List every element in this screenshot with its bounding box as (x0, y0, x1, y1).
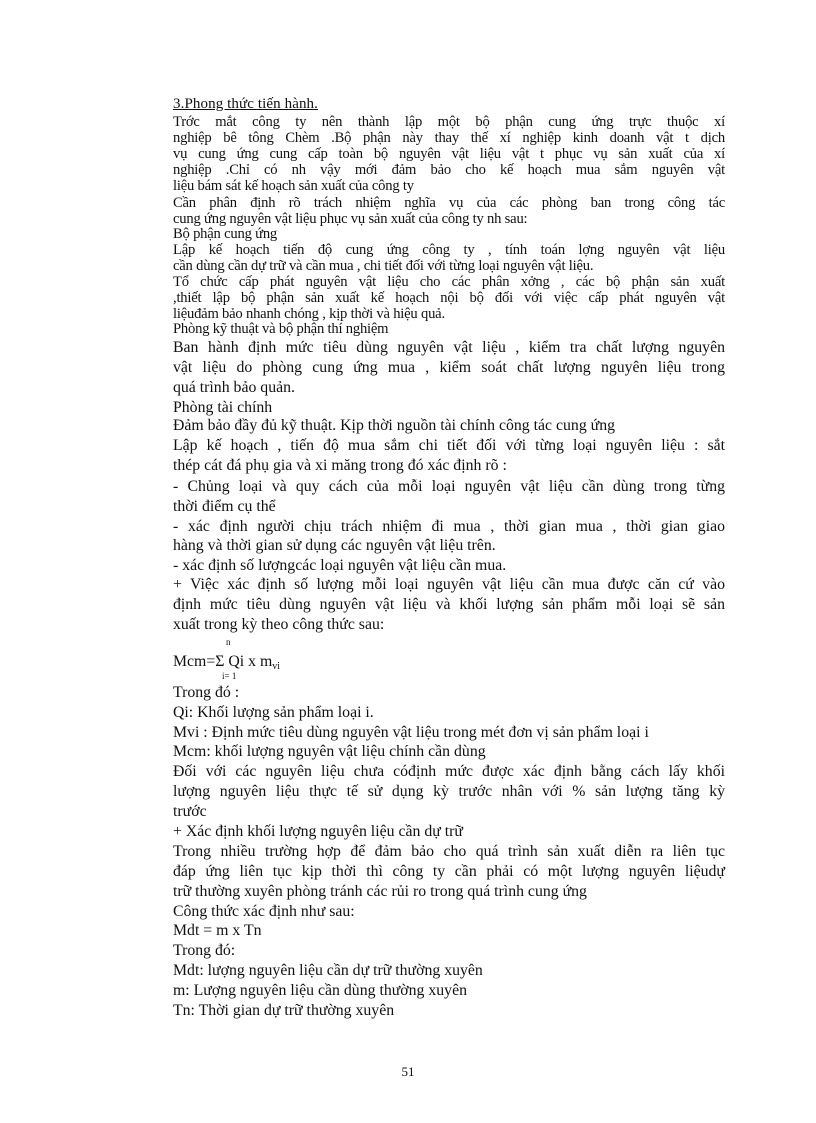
text-line: Lập kế hoạch , tiến độ mua sắm chi tiết đối với từng loại nguyên liệu : sắt (173, 437, 725, 454)
text-line: Phòng kỹ thuật và bộ phận thí nghiệm (173, 321, 389, 337)
text-line: quá trình bảo quản. (173, 379, 295, 396)
text-line: m: Lượng nguyên liệu cần dùng thường xuyên (173, 982, 467, 999)
text-line: Bộ phận cung ứng (173, 226, 278, 242)
text-line: liệu bám sát kế hoạch sản xuất của công ty (173, 178, 414, 194)
sum-lower-limit: i= 1 (222, 671, 237, 681)
text-line: thép cát đá phụ gia và xi măng trong đó xác định rõ : (173, 457, 507, 474)
text-line: nghiệp bê tông Chèm .Bộ phận này thay thế xí nghiệp kinh doanh vật t dịch (173, 130, 725, 146)
text-line: Trong đó : (173, 684, 240, 701)
text-line: cần dùng cần dự trữ và cần mua , chi tiết đối với từng loại nguyên vật liệu. (173, 258, 594, 274)
text-line: Trong đó: (173, 942, 236, 959)
text-line: trước (173, 803, 207, 820)
text-line: lượng nguyên liệu thực tế sử dụng kỳ trước nhân với % sản lượng tăng kỳ (173, 783, 725, 800)
text-line: Qi: Khối lượng sản phẩm loại i. (173, 704, 374, 721)
text-line: liệuđảm bảo nhanh chóng , kịp thời và hiệu quả. (173, 306, 445, 322)
formula-main (173, 653, 725, 672)
text-line: cung ứng nguyên vật liệu phục vụ sản xuất của công ty nh sau: (173, 211, 528, 227)
text-line: nghiệp .Chỉ có nh vậy mới đảm bảo cho kế hoạch mua sắm nguyên vật (173, 162, 725, 178)
text-line: định mức tiêu dùng nguyên vật liệu và khối lượng sản phẩm mỗi loại sẽ sản (173, 596, 725, 613)
text-line: Đảm bảo đầy đủ kỹ thuật. Kịp thời nguồn tài chính công tác cung ứng (173, 417, 616, 434)
text-line: Mdt: lượng nguyên liệu cần dự trữ thường xuyên (173, 962, 483, 979)
formula-text: Mcm=Σ Qi x m (173, 653, 273, 670)
text-line: Mdt = m x Tn (173, 922, 262, 939)
text-line: xuất trong kỳ theo công thức sau: (173, 616, 385, 633)
text-line: Tổ chức cấp phát nguyên vật liệu cho các phân xởng , các bộ phận sản xuất (173, 274, 725, 290)
text-line: Cần phân định rõ trách nhiệm nghĩa vụ của các phòng ban trong công tác (173, 195, 725, 211)
sum-upper-limit: n (226, 637, 231, 647)
text-line: ,thiết lập bộ phận sản xuất kế hoạch nội bộ đối với việc cấp phát nguyên vật (173, 290, 725, 306)
text-line: + Xác định khối lượng nguyên liệu cần dự trữ (173, 823, 463, 840)
text-line: Trớc mắt công ty nên thành lập một bộ phận cung ứng trực thuộc xí (173, 114, 725, 130)
text-line: trữ thường xuyên phòng tránh các rủi ro trong quá trình cung ứng (173, 883, 587, 900)
text-line: hàng và thời gian sử dụng các nguyên vật liệu trên. (173, 537, 496, 554)
text-line: Đối với các nguyên liệu chưa cóđịnh mức được xác định bằng cách lấy khối (173, 763, 725, 780)
text-line: - Chủng loại và quy cách của mỗi loại nguyên vật liệu cần dùng trong từng (173, 478, 725, 495)
text-line: vật liệu do phòng cung ứng mua , kiểm soát chất lượng nguyên liệu trong (173, 359, 725, 376)
text-line: Mvi : Định mức tiêu dùng nguyên vật liệu trong mét đơn vị sản phẩm loại i (173, 724, 649, 741)
text-line: đáp ứng liên tục kịp thời thì công ty cần phải có một lượng nguyên liệudự (173, 863, 725, 880)
text-line: vụ cung ứng cung cấp toàn bộ nguyên vật liệu vật t phục vụ sản xuất của xí (173, 146, 725, 162)
text-line: Ban hành định mức tiêu dùng nguyên vật liệu , kiểm tra chất lượng nguyên (173, 339, 725, 356)
formula-subscript: vi (272, 661, 281, 672)
text-line: - xác định số lượngcác loại nguyên vật liệu cần mua. (173, 557, 507, 574)
section-heading: 3.Phong thức tiến hành. (173, 96, 318, 112)
text-line: - xác định người chịu trách nhiệm đi mua , thời gian mua , thời gian giao (173, 518, 725, 535)
page-number: 51 (401, 1064, 415, 1079)
text-line: Phòng tài chính (173, 399, 273, 416)
text-line: Lập kế hoạch tiến độ cung ứng công ty , tính toán lợng nguyên vật liệu (173, 242, 725, 258)
text-line: thời điểm cụ thể (173, 498, 276, 515)
text-line: Công thức xác định như sau: (173, 903, 355, 920)
text-line: Trong nhiều trường hợp để đảm bảo cho quá trình sản xuất diễn ra liên tục (173, 843, 725, 860)
text-line: Mcm: khối lượng nguyên vật liệu chính cần dùng (173, 743, 486, 760)
text-line: Tn: Thời gian dự trữ thường xuyên (173, 1002, 395, 1019)
text-line: + Việc xác định số lượng mỗi loại nguyên vật liệu cần mua được căn cứ vào (173, 576, 725, 593)
